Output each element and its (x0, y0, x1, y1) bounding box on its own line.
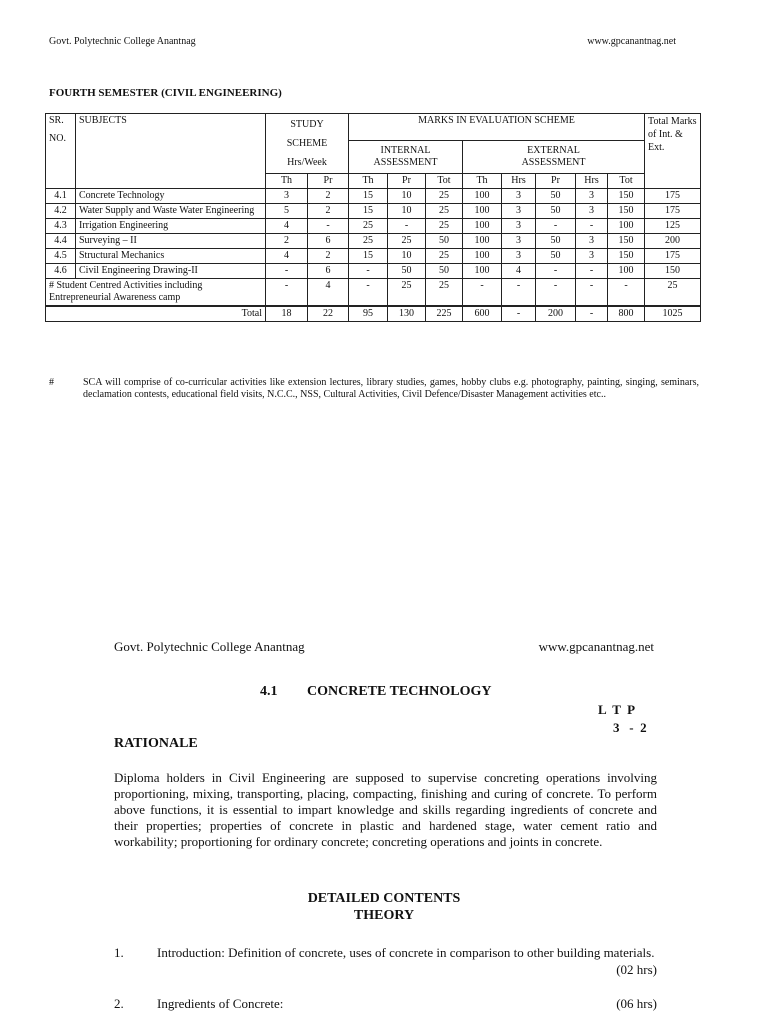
table-cell: 95 (349, 306, 388, 322)
table-cell: - (576, 264, 608, 279)
table-cell: 15 (349, 249, 388, 264)
theory-heading: THEORY (353, 908, 415, 923)
table-cell: 25 (349, 219, 388, 234)
table-cell: 3 (502, 219, 536, 234)
hrs-week-label: Hrs/Week (287, 157, 327, 168)
table-cell: - (349, 279, 388, 307)
sub-header-cell: Tot (426, 174, 463, 189)
table-cell: 100 (463, 264, 502, 279)
table-cell: 25 (426, 249, 463, 264)
table-cell: 25 (388, 279, 426, 307)
table-cell: - (536, 264, 576, 279)
table-cell: 15 (349, 189, 388, 204)
page1-header-left: Govt. Polytechnic College Anantnag (49, 36, 196, 47)
table-cell: - (536, 279, 576, 307)
subject-name: Structural Mechanics (76, 249, 266, 264)
sub-header-cell: Pr (388, 174, 426, 189)
table-cell: 25 (349, 234, 388, 249)
table-cell: - (502, 306, 536, 322)
course-title: CONCRETE TECHNOLOGY (307, 684, 492, 699)
subject-name: Concrete Technology (76, 189, 266, 204)
sub-header-cell: Th (349, 174, 388, 189)
table-cell: 22 (308, 306, 349, 322)
table-cell: 100 (463, 204, 502, 219)
table-cell: 4 (266, 249, 308, 264)
table-cell: - (308, 219, 349, 234)
table-cell: 50 (426, 264, 463, 279)
subject-name: Civil Engineering Drawing-II (76, 264, 266, 279)
row-number: 4.5 (46, 249, 76, 264)
table-cell: 150 (608, 234, 645, 249)
row-total: 125 (645, 219, 701, 234)
total-row (46, 306, 701, 322)
table-row (46, 234, 701, 249)
table-cell: 50 (536, 189, 576, 204)
table-cell: 3 (576, 249, 608, 264)
sr-label: SR. (49, 115, 64, 126)
table-cell: 100 (463, 189, 502, 204)
table-cell: 18 (266, 306, 308, 322)
total-label: Total (46, 306, 266, 322)
rationale-heading: RATIONALE (114, 736, 198, 751)
table-cell: 2 (308, 189, 349, 204)
sca-subject: # Student Centred Activities including Entrepreneurial Awareness camp (46, 279, 266, 307)
table-row (46, 219, 701, 234)
table-cell: 50 (388, 264, 426, 279)
table-cell: 3 (266, 189, 308, 204)
sub-header-cell: Th (463, 174, 502, 189)
table-cell: 100 (608, 219, 645, 234)
table-cell: 3 (576, 189, 608, 204)
table-cell: 25 (426, 279, 463, 307)
table-cell: 100 (463, 234, 502, 249)
page1-header-right: www.gpcanantnag.net (587, 36, 676, 47)
study-label: STUDY (290, 119, 324, 130)
table-cell: 3 (502, 204, 536, 219)
subject-name: Surveying – II (76, 234, 266, 249)
table-cell: 150 (608, 204, 645, 219)
semester-title: FOURTH SEMESTER (CIVIL ENGINEERING) (49, 87, 282, 99)
table-cell: - (608, 279, 645, 307)
table-cell: 100 (463, 219, 502, 234)
table-cell: 200 (536, 306, 576, 322)
table-cell: - (349, 264, 388, 279)
table-cell: - (388, 219, 426, 234)
table-cell: 3 (576, 204, 608, 219)
table-cell: 3 (502, 249, 536, 264)
table-cell: - (266, 279, 308, 307)
item-text: Ingredients of Concrete: (157, 996, 284, 1011)
table-cell: 2 (308, 204, 349, 219)
row-total: 175 (645, 204, 701, 219)
table-cell: 50 (536, 204, 576, 219)
total-marks-header: Total Marks of Int. & Ext. (645, 114, 701, 189)
table-row (46, 189, 701, 204)
sca-row (46, 279, 701, 307)
table-cell: 3 (502, 234, 536, 249)
table-cell: 2 (266, 234, 308, 249)
table-cell: 10 (388, 249, 426, 264)
sub-header-cell: Hrs (502, 174, 536, 189)
row-total: 175 (645, 249, 701, 264)
row-number: 4.3 (46, 219, 76, 234)
row-total: 200 (645, 234, 701, 249)
table-cell: 4 (308, 279, 349, 307)
table-cell: 50 (536, 234, 576, 249)
sub-header-cell: Hrs (576, 174, 608, 189)
table-cell: 150 (608, 249, 645, 264)
table-cell: 150 (608, 189, 645, 204)
table-header-row (46, 114, 701, 141)
table-row (46, 249, 701, 264)
internal-assessment-header: INTERNAL ASSESSMENT (349, 141, 463, 174)
page2-header-right: www.gpcanantnag.net (538, 639, 654, 654)
item-hours: (06 hrs) (616, 996, 657, 1011)
ltp-values: 3 - 2 (613, 720, 647, 735)
row-number: 4.2 (46, 204, 76, 219)
table-cell: 4 (266, 219, 308, 234)
row-number: 4.6 (46, 264, 76, 279)
item-text: Introduction: Definition of concrete, uses of concrete in comparison to other building materials. (157, 945, 655, 960)
table-cell: - (576, 306, 608, 322)
table-cell: 10 (388, 204, 426, 219)
table-row (46, 204, 701, 219)
row-total: 150 (645, 264, 701, 279)
table-cell: 2 (308, 249, 349, 264)
item-hours: (02 hrs) (616, 962, 657, 977)
table-cell: - (502, 279, 536, 307)
table-cell: 100 (463, 249, 502, 264)
table-cell: 4 (502, 264, 536, 279)
subject-name: Irrigation Engineering (76, 219, 266, 234)
sr-header (46, 114, 76, 189)
table-cell: 6 (308, 234, 349, 249)
table-cell: 6 (308, 264, 349, 279)
table-cell: 15 (349, 204, 388, 219)
footnote-mark: # (49, 377, 54, 388)
table-cell: 600 (463, 306, 502, 322)
row-number: 4.1 (46, 189, 76, 204)
marks-header: MARKS IN EVALUATION SCHEME (349, 114, 645, 141)
external-assessment-header: EXTERNAL ASSESSMENT (463, 141, 645, 174)
sub-header-cell: Tot (608, 174, 645, 189)
item-number: 1. (114, 945, 124, 960)
course-number: 4.1 (260, 684, 278, 699)
scheme-label: SCHEME (286, 138, 328, 149)
table-row (46, 264, 701, 279)
table-cell: 25 (426, 219, 463, 234)
detailed-contents-heading: DETAILED CONTENTS (307, 891, 461, 906)
table-cell: 25 (645, 279, 701, 307)
item-number: 2. (114, 996, 124, 1011)
table-cell: 800 (608, 306, 645, 322)
evaluation-scheme-table (45, 113, 701, 322)
table-cell: 1025 (645, 306, 701, 322)
subject-name: Water Supply and Waste Water Engineering (76, 204, 266, 219)
table-cell: 130 (388, 306, 426, 322)
table-cell: 100 (608, 264, 645, 279)
table-cell: 25 (426, 189, 463, 204)
table-cell: 50 (426, 234, 463, 249)
table-cell: 10 (388, 189, 426, 204)
table-cell: 25 (426, 204, 463, 219)
rationale-text: Diploma holders in Civil Engineering are supposed to supervise concreting operations involving proportioning, mixing, transporting, placing, compacting, finishing and curing of concrete. To perform above functions, it is essential to impart knowledge and skills regarding ingredients of concrete and their properties; properties of concrete in plastic and hardened stage, water cement ratio and workability; proportioning for ordinary concrete; concreting operations and joints in concrete. (114, 770, 657, 849)
subjects-header: SUBJECTS (76, 114, 266, 189)
page2-header-left: Govt. Polytechnic College Anantnag (114, 639, 305, 654)
sub-header-cell: Pr (308, 174, 349, 189)
table-cell: 3 (576, 234, 608, 249)
table-cell: - (536, 219, 576, 234)
sub-header-cell: Th (266, 174, 308, 189)
table-cell: 50 (536, 249, 576, 264)
footnote-text: SCA will comprise of co-curricular activities like extension lectures, library studies, games, hobby clubs e.g. photography, painting, singing, seminars, declamation contests, educational field visits, N.C.C., NSS, Cultural Activities, Civil Defence/Disaster Management activities etc.. (83, 377, 699, 400)
ltp-label: L T P (598, 702, 636, 717)
table-cell: 5 (266, 204, 308, 219)
table-cell: - (576, 279, 608, 307)
table-cell: - (463, 279, 502, 307)
table-cell: - (266, 264, 308, 279)
study-scheme-header (266, 114, 349, 174)
table-cell: 225 (426, 306, 463, 322)
row-number: 4.4 (46, 234, 76, 249)
row-total: 175 (645, 189, 701, 204)
sub-header-cell: Pr (536, 174, 576, 189)
table-cell: - (576, 219, 608, 234)
table-cell: 25 (388, 234, 426, 249)
no-label: NO. (49, 133, 66, 144)
subject-rows (46, 189, 701, 279)
table-cell: 3 (502, 189, 536, 204)
